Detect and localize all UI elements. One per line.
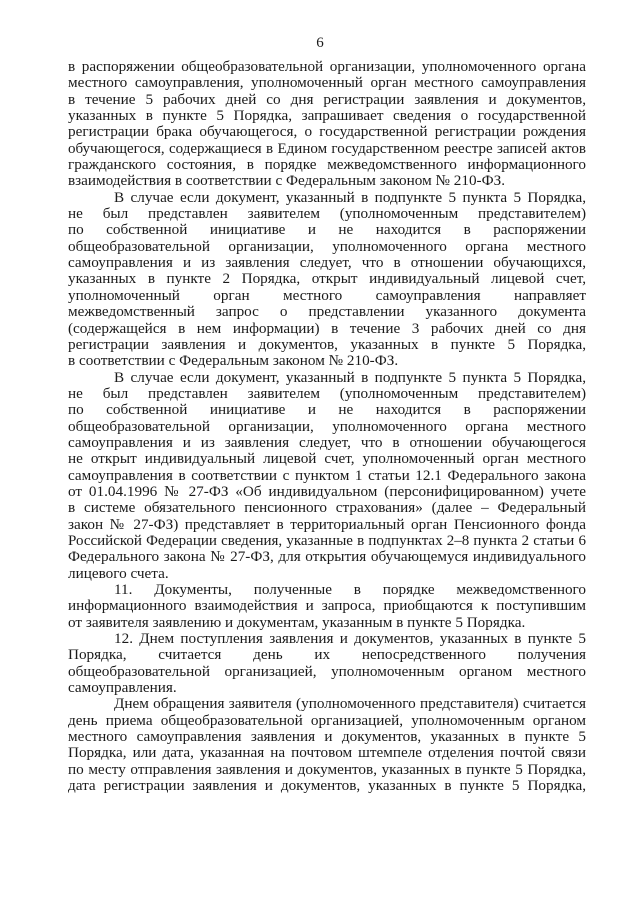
text-line: в соответствии с Федеральным законом № 210-ФЗ. [68, 352, 399, 370]
text-line: общеобразовательной организации, уполномоченного органа местного [68, 417, 586, 435]
text-line: местного самоуправления заявления и документов, указанных в пункте 5 [68, 728, 586, 746]
text-line: информационного взаимодействия и запроса, приобщаются к поступившим [68, 597, 586, 615]
text-line: от заявителя заявлению и документам, указанным в пункте 5 Порядка. [68, 613, 526, 631]
text-line: местного самоуправления, уполномоченный орган местного самоуправления [68, 74, 586, 92]
text-line: В случае если документ, указанный в подпункте 5 пункта 5 Порядка, [114, 368, 586, 386]
text-line: межведомственный запрос о представлении указанного документа [68, 303, 586, 321]
text-line: самоуправления и из заявления следует, что в отношении обучающегося [68, 433, 586, 451]
text-line: по месту отправления заявления и документов, указанных в пункте 5 Порядка, [68, 760, 586, 778]
text-line: В случае если документ, указанный в подпункте 5 пункта 5 Порядка, [114, 188, 586, 206]
text-line: взаимодействия в соответствии с Федеральным законом № 210-ФЗ. [68, 172, 506, 190]
page-number: 6 [316, 35, 324, 51]
text-line: 12. Днем поступления заявления и документов, указанных в пункте 5 [114, 630, 586, 648]
text-line: не был представлен заявителем (уполномоченным представителем) [68, 205, 586, 223]
text-line: в течение 5 рабочих дней со дня регистрации заявления и документов, [68, 90, 586, 108]
text-line: в распоряжении общеобразовательной организации, уполномоченного органа [68, 58, 586, 75]
text-line: не был представлен заявителем (уполномоченным представителем) [68, 384, 586, 402]
text-line: общеобразовательной организацией, уполномоченным органом местного [68, 662, 586, 680]
text-line: от 01.04.1996 № 27-ФЗ «Об индивидуальном (персонифицированном) учете [68, 482, 586, 500]
text-line: 11. Документы, полученные в порядке межведомственного [114, 581, 586, 598]
text-line: Российской Федерации сведения, указанные в подпунктах 2–8 пункта 2 статьи 6 [68, 532, 586, 549]
text-line: Порядка, или дата, указанная на почтовом штемпеле отделения почтой связи [68, 744, 586, 762]
text-line: указанных в пункте 5 Порядка, запрашивает сведения о государственной [68, 107, 586, 125]
text-line: гражданского состояния, в порядке межведомственного информационного [68, 156, 586, 174]
text-line: не открыт индивидуальный лицевой счет, уполномоченный орган местного [68, 450, 586, 468]
text-line: самоуправления и из заявления следует, что в отношении обучающихся, [68, 254, 586, 272]
text-line: самоуправления в соответствии с пунктом 1 статьи 12.1 Федерального закона [68, 466, 586, 484]
text-line: Днем обращения заявителя (уполномоченного представителя) считается [114, 695, 586, 713]
text-line: регистрации заявления и документов, указанных в пункте 5 Порядка, [68, 335, 586, 353]
text-line: дата регистрации заявления и документов, указанных в пункте 5 Порядка, [68, 777, 586, 795]
text-line: лицевого счета. [68, 564, 169, 582]
text-line: самоуправления. [68, 679, 177, 697]
text-line: в системе обязательного пенсионного страхования» (далее – Федеральный [68, 499, 586, 517]
text-line: закон № 27-ФЗ) представляет в территориальный орган Пенсионного фонда [68, 515, 586, 533]
text-line: по собственной инициативе и не находится в распоряжении [68, 221, 586, 239]
text-line: регистрации брака обучающегося, о государственной регистрации рождения [68, 123, 586, 141]
text-line: Федерального закона № 27-ФЗ, для открытия обучающемуся индивидуального [68, 548, 586, 566]
text-line: день приема общеобразовательной организацией, уполномоченным органом [68, 711, 586, 729]
text-line: уполномоченный орган местного самоуправления направляет [68, 286, 586, 304]
text-line: указанных в пункте 2 Порядка, открыт индивидуальный лицевой счет, [68, 270, 586, 288]
text-line: (содержащейся в нем информации) в течение 3 рабочих дней со дня [68, 319, 586, 337]
text-line: общеобразовательной организации, уполномоченного органа местного [68, 237, 586, 255]
document-body [68, 59, 586, 794]
text-line: обучающегося, содержащиеся в Едином государственном реестре записей актов [68, 140, 586, 157]
text-line: Порядка, считается день их непосредственного получения [68, 646, 586, 664]
text-line: по собственной инициативе и не находится в распоряжении [68, 401, 586, 419]
